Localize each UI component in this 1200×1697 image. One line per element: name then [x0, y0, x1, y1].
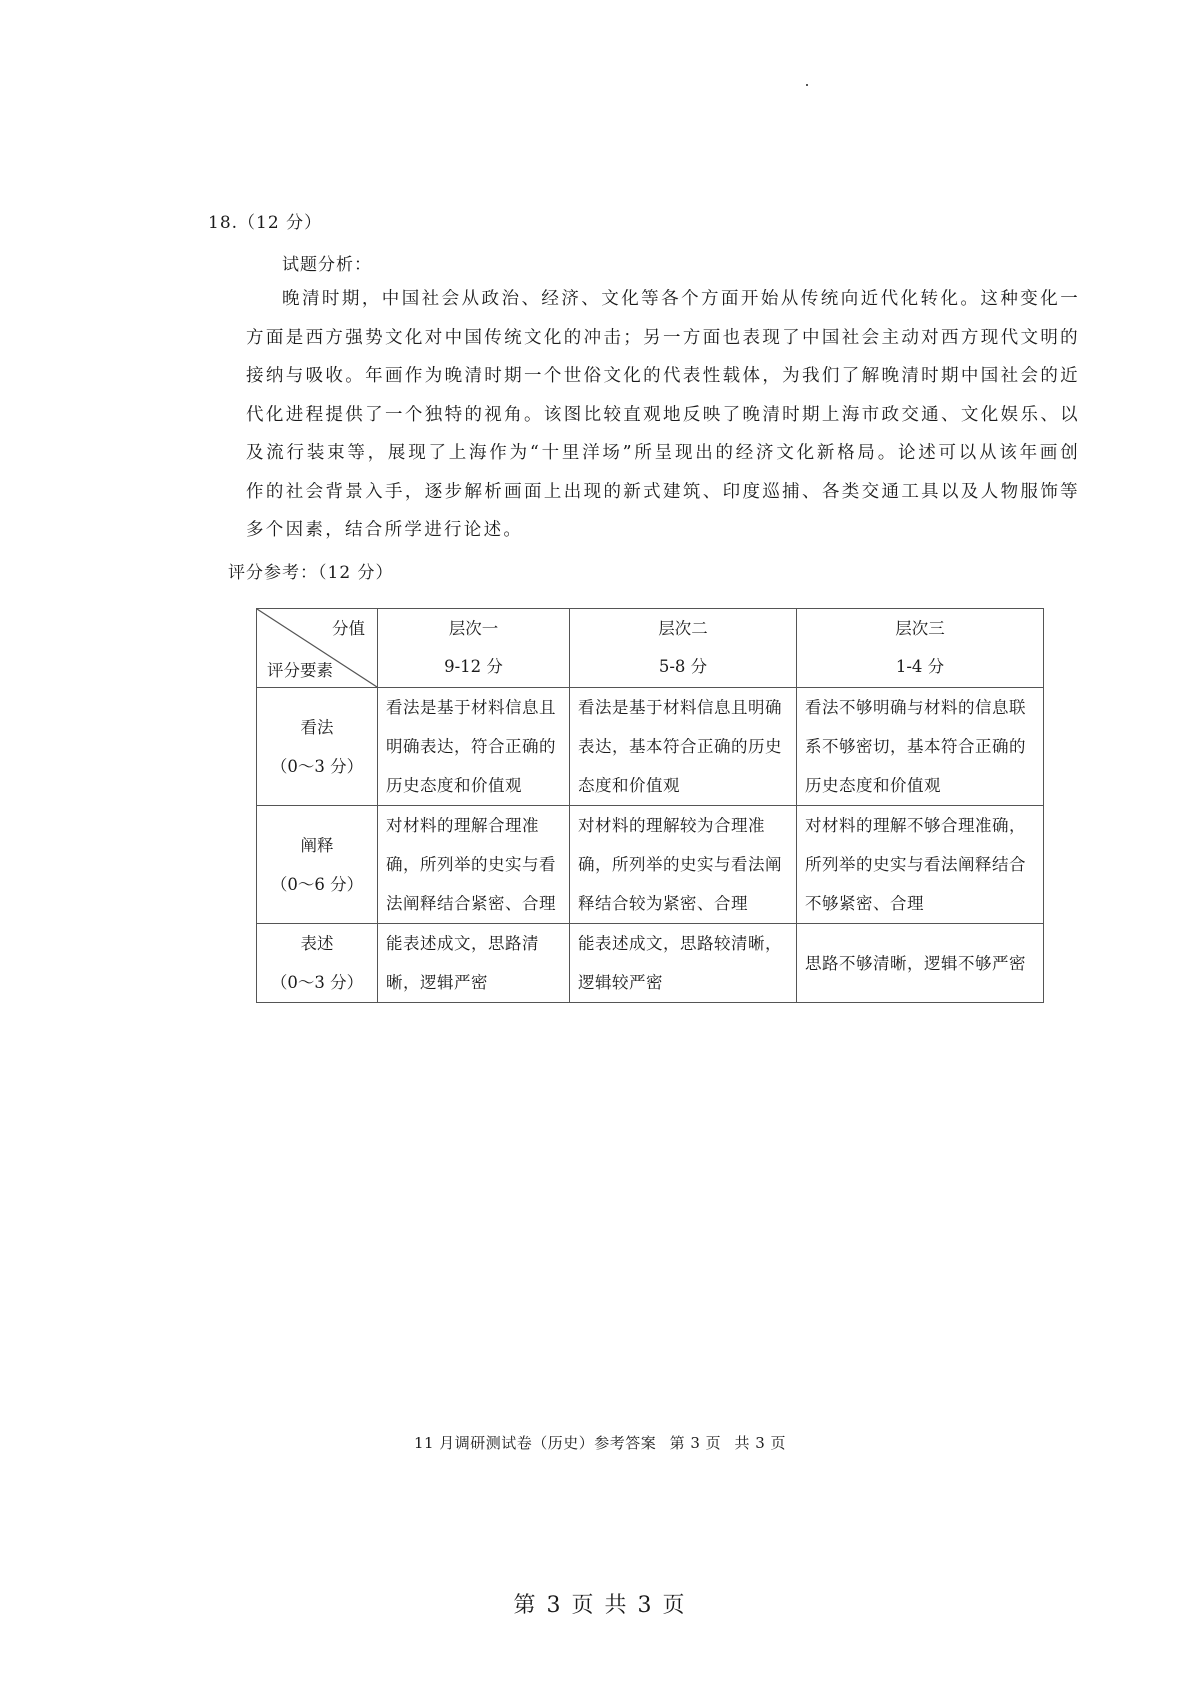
level-name: 层次三: [895, 619, 945, 638]
scan-speck: [806, 84, 808, 86]
page-total: 共 3 页: [734, 1434, 787, 1452]
row-name: 表述: [300, 934, 334, 953]
page-footer: [0, 1432, 1200, 1453]
row-name: 阐释: [300, 835, 334, 855]
table-cell: 看法是基于材料信息且明确表达，符合正确的历史态度和价值观: [378, 688, 570, 806]
level-header-3: [797, 609, 1044, 688]
table-cell: 能表述成文，思路较清晰，逻辑较严密: [570, 924, 797, 1003]
level-range: 9-12 分: [444, 657, 503, 676]
level-name: 层次二: [658, 619, 708, 638]
analysis-label: 试题分析：: [282, 255, 372, 275]
row-name: 看法: [300, 717, 334, 737]
table-cell: 对材料的理解合理准确，所列举的史实与看法阐释结合紧密、合理: [378, 806, 570, 924]
table-cell: 思路不够清晰，逻辑不够严密: [797, 924, 1044, 1003]
row-header: [257, 806, 378, 924]
level-name: 层次一: [448, 619, 499, 638]
row-header: [257, 924, 378, 1003]
level-header-2: [570, 609, 797, 688]
analysis-paragraph: 晚清时期，中国社会从政治、经济、文化等各个方面开始从传统向近代化转化。这种变化一方面是西方强势文化对中国传统文化的冲击；另一方面也表现了中国社会主动对西方现代文明的接纳与吸收。年画作为晚清时期一个世俗文化的代表性载体，为我们了解晚清时期中国社会的近代化进程提供了一个独特的视角。该图比较直观地反映了晚清时期上海市政交通、文化娱乐、以及流行装束等，展现了上海作为“十里洋场”所呈现出的经济文化新格局。论述可以从该年画创作的社会背景入手，逐步解析画面上出现的新式建筑、印度巡捕、各类交通工具以及人物服饰等多个因素，结合所学进行论述。: [246, 289, 1080, 540]
row-header: [257, 688, 378, 806]
row-points: （0～6 分）: [270, 874, 364, 894]
scoring-rubric-table: [256, 608, 1044, 1003]
row-points: （0～3 分）: [270, 756, 364, 776]
table-row: [257, 924, 1044, 1003]
level-header-1: [378, 609, 570, 688]
table-cell: 看法不够明确与材料的信息联系不够密切，基本符合正确的历史态度和价值观: [797, 688, 1044, 806]
scoring-label: 评分参考：（12 分）: [228, 563, 394, 583]
corner-label-criteria: 评分要素: [267, 661, 333, 680]
table-cell: 能表述成文，思路清晰，逻辑严密: [378, 924, 570, 1003]
table-cell: 对材料的理解较为合理准确，所列举的史实与看法阐释结合较为紧密、合理: [570, 806, 797, 924]
exam-title: 11 月调研测试卷（历史）参考答案: [413, 1434, 657, 1452]
level-range: 1-4 分: [895, 657, 945, 676]
level-range: 5-8 分: [658, 657, 708, 676]
table-cell: 看法是基于材料信息且明确表达，基本符合正确的历史态度和价值观: [570, 688, 797, 806]
corner-label-score: 分值: [332, 619, 365, 638]
question-header: 18.（12 分）: [208, 213, 323, 233]
row-points: （0～3 分）: [270, 973, 364, 992]
diagonal-header-cell: [257, 609, 378, 688]
table-row: [257, 806, 1044, 924]
page-number: 第 3 页: [669, 1434, 722, 1452]
table-row: [257, 688, 1044, 806]
table-header-row: [257, 609, 1044, 688]
document-page-indicator: 第 3 页 共 3 页: [513, 1593, 687, 1618]
table-cell: 对材料的理解不够合理准确，所列举的史实与看法阐释结合不够紧密、合理: [797, 806, 1044, 924]
